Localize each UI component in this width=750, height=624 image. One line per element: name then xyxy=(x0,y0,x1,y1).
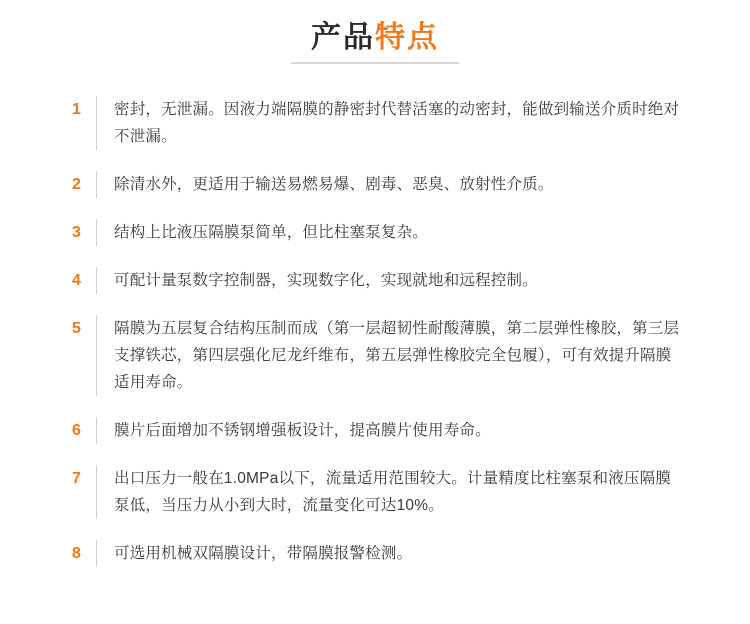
item-text: 可配计量泵数字控制器，实现数字化，实现就地和远程控制。 xyxy=(114,272,538,289)
feature-list xyxy=(0,96,750,567)
list-item xyxy=(72,315,680,396)
list-item xyxy=(72,171,680,198)
item-text: 出口压力一般在1.0MPa以下，流量适用范围较大。计量精度比柱塞泵和液压隔膜泵低，当压力从小到大时，流量变化可达10%。 xyxy=(114,470,672,514)
item-divider xyxy=(96,219,97,246)
item-text: 膜片后面增加不锈钢增强板设计，提高膜片使用寿命。 xyxy=(114,422,491,439)
item-number: 2 xyxy=(72,176,81,193)
item-number: 3 xyxy=(72,224,81,241)
item-divider xyxy=(96,171,97,198)
item-number: 8 xyxy=(72,545,81,562)
page-title-highlight: 特点 xyxy=(375,21,439,54)
item-number: 5 xyxy=(72,320,81,337)
item-divider xyxy=(96,540,97,567)
item-number: 4 xyxy=(72,272,81,289)
item-divider xyxy=(96,96,97,150)
list-item xyxy=(72,219,680,246)
list-item xyxy=(72,465,680,519)
item-number: 1 xyxy=(72,101,81,118)
item-text: 除清水外，更适用于输送易燃易爆、剧毒、恶臭、放射性介质。 xyxy=(114,176,554,193)
item-divider xyxy=(96,267,97,294)
item-number: 7 xyxy=(72,470,81,487)
item-divider xyxy=(96,315,97,396)
list-item xyxy=(72,417,680,444)
page-title-container xyxy=(0,0,750,74)
item-text: 结构上比液压隔膜泵简单，但比柱塞泵复杂。 xyxy=(114,224,429,241)
page-title-plain: 产品 xyxy=(311,21,375,54)
item-number: 6 xyxy=(72,422,81,439)
item-text: 密封，无泄漏。因液力端隔膜的静密封代替活塞的动密封，能做到输送介质时绝对不泄漏。 xyxy=(114,101,680,145)
item-divider xyxy=(96,465,97,519)
list-item xyxy=(72,540,680,567)
title-underline xyxy=(291,62,459,64)
item-text: 隔膜为五层复合结构压制而成（第一层超韧性耐酸薄膜，第二层弹性橡胶，第三层支撑铁芯，第四层强化尼龙纤维布，第五层弹性橡胶完全包履），可有效提升隔膜适用寿命。 xyxy=(114,320,680,391)
item-divider xyxy=(96,417,97,444)
page-title xyxy=(291,18,459,74)
list-item xyxy=(72,267,680,294)
item-text: 可选用机械双隔膜设计，带隔膜报警检测。 xyxy=(114,545,413,562)
list-item xyxy=(72,96,680,150)
